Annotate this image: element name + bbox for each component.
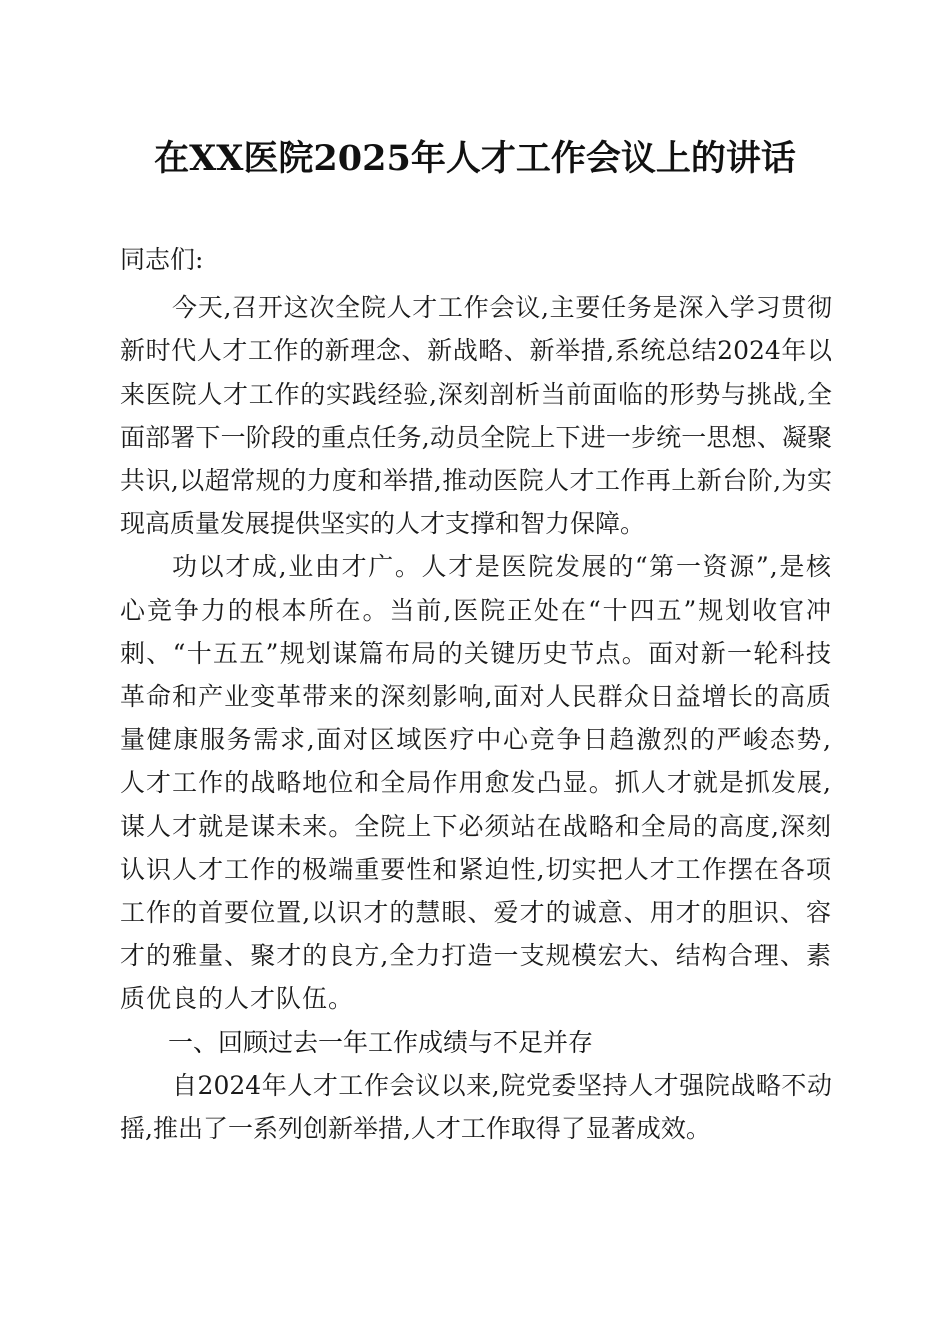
paragraph-review-intro: 自2024年人才工作会议以来,院党委坚持人才强院战略不动摇,推出了一系列创新举措,人才工作取得了显著成效。 — [120, 1070, 832, 1144]
paragraph-talent-importance: 功以才成,业由才广。人才是医院发展的“第一资源”,是核心竞争力的根本所在。当前,医院正处在“十四五”规划收官冲刺、“十五五”规划谋篇布局的关键历史节点。面对新一轮科技革命和产业变革带来的深刻影响,面对人民群众日益增长的高质量健康服务需求,面对区域医疗中心竞争日趋激烈的严峻态势,人才工作的战略地位和全局作用愈发凸显。抓人才就是抓发展,谋人才就是谋未来。全院上下必须站在战略和全局的高度,深刻认识人才工作的极端重要性和紧迫性,切实把人才工作摆在各项工作的首要位置,以识才的慧眼、爱才的诚意、用才的胆识、容才的雅量、聚才的良方,全力打造一支规模宏大、结构合理、素质优良的人才队伍。 — [120, 552, 832, 1014]
salutation: 同志们: — [120, 245, 204, 274]
document-body — [120, 238, 832, 1150]
document-title: 在XX医院2025年人才工作会议上的讲话 — [154, 138, 796, 179]
section-heading-review: 一、回顾过去一年工作成绩与不足并存 — [168, 1027, 594, 1057]
paragraph-opening: 今天,召开这次全院人才工作会议,主要任务是深入学习贯彻新时代人才工作的新理念、新战略、新举措,系统总结2024年以来医院人才工作的实践经验,深刻剖析当前面临的形势与挑战,全面部署下一阶段的重点任务,动员全院上下进一步统一思想、凝聚共识,以超常规的力度和举措,推动医院人才工作再上新台阶,为实现高质量发展提供坚实的人才支撑和智力保障。 — [120, 293, 832, 539]
